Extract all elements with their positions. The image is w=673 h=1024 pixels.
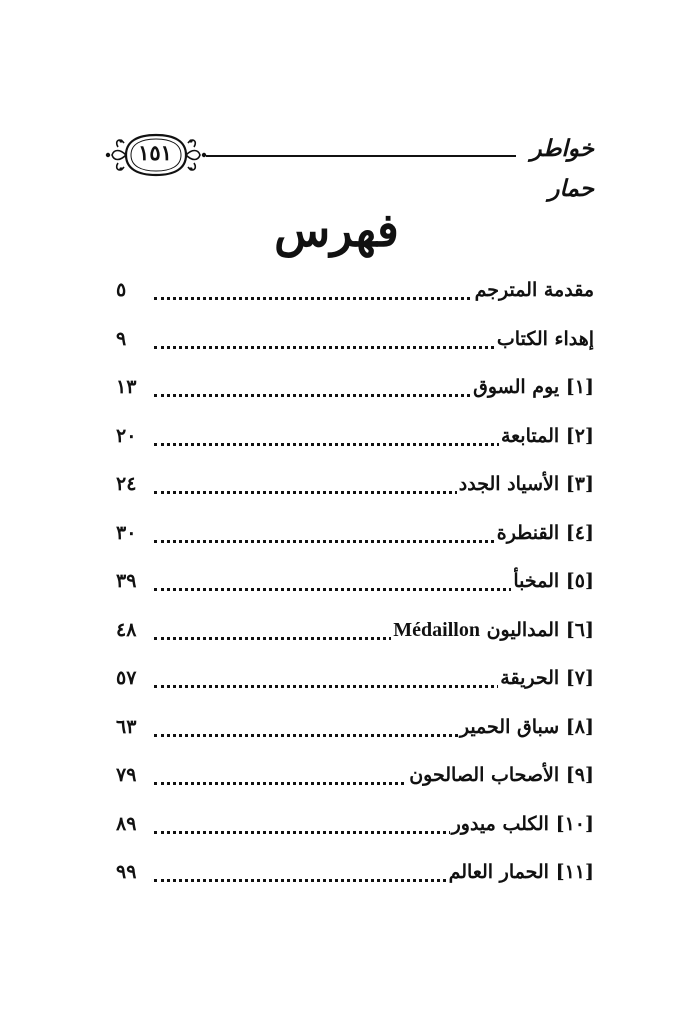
toc-entry-page: ١٣: [116, 371, 138, 403]
toc-entry-label-latin: Médaillon: [393, 618, 480, 641]
toc-entry-label: مقدمة المترجم: [473, 274, 594, 306]
toc-entry-label: [٩] الأصحاب الصالحون: [407, 759, 594, 791]
toc-entry-label: [٤] القنطرة: [495, 517, 594, 549]
toc-entry-label: [١٠] الكلب ميدور: [450, 808, 594, 840]
header-rule: [206, 155, 516, 157]
toc-entry-label: [٢] المتابعة: [499, 420, 594, 452]
toc-entry: [116, 561, 594, 610]
toc-entry: [116, 852, 594, 901]
toc-entry-page: ٩: [116, 323, 128, 355]
toc-entry: [116, 319, 594, 368]
toc-entry: [116, 755, 594, 804]
toc-entry-page: ٧٩: [116, 759, 138, 791]
running-header: [104, 125, 594, 202]
toc-entry-label: إهداء الكتاب: [495, 323, 594, 355]
toc-entry: [116, 610, 594, 659]
toc-entry-page: ٥٧: [116, 662, 138, 694]
toc-entry-label: [٣] الأسياد الجدد: [457, 468, 594, 500]
toc-entry-page: ٥: [116, 274, 128, 306]
toc-entry: [116, 416, 594, 465]
toc-entry-page: ٢٠: [116, 420, 138, 452]
toc-entry-label-arabic: [٦] المداليون: [486, 618, 594, 641]
toc-entry-page: ٢٤: [116, 468, 138, 500]
toc-entry-label: [391, 614, 594, 646]
toc-entry-page: ٣٠: [116, 517, 138, 549]
dot-leader: [154, 588, 554, 591]
dot-leader: [154, 443, 554, 446]
toc-entry-label: [١] يوم السوق: [471, 371, 594, 403]
toc-entry: [116, 367, 594, 416]
page-number: ١٥١: [138, 140, 172, 165]
dot-leader: [154, 685, 554, 688]
toc-entry: [116, 513, 594, 562]
toc-entry-page: ٨٩: [116, 808, 138, 840]
toc-entry: [116, 658, 594, 707]
toc-entry-label: [٧] الحريقة: [498, 662, 594, 694]
toc-entry: [116, 464, 594, 513]
toc-entry-page: ٦٣: [116, 711, 138, 743]
toc-entry: [116, 270, 594, 319]
toc-entry-page: ٤٨: [116, 614, 138, 646]
toc-entry-label: [٥] المخبأ: [511, 565, 594, 597]
toc-list: [116, 270, 594, 901]
toc-entry-page: ٣٩: [116, 565, 138, 597]
toc-entry-page: ٩٩: [116, 856, 138, 888]
toc-entry: [116, 804, 594, 853]
toc-entry-label: [١١] الحمار العالم: [447, 856, 594, 888]
book-title: خواطر حمار: [530, 135, 594, 202]
toc-entry-label: [٨] سباق الحمير: [458, 711, 594, 743]
toc-title: فهرس: [274, 203, 399, 257]
toc-entry: [116, 707, 594, 756]
